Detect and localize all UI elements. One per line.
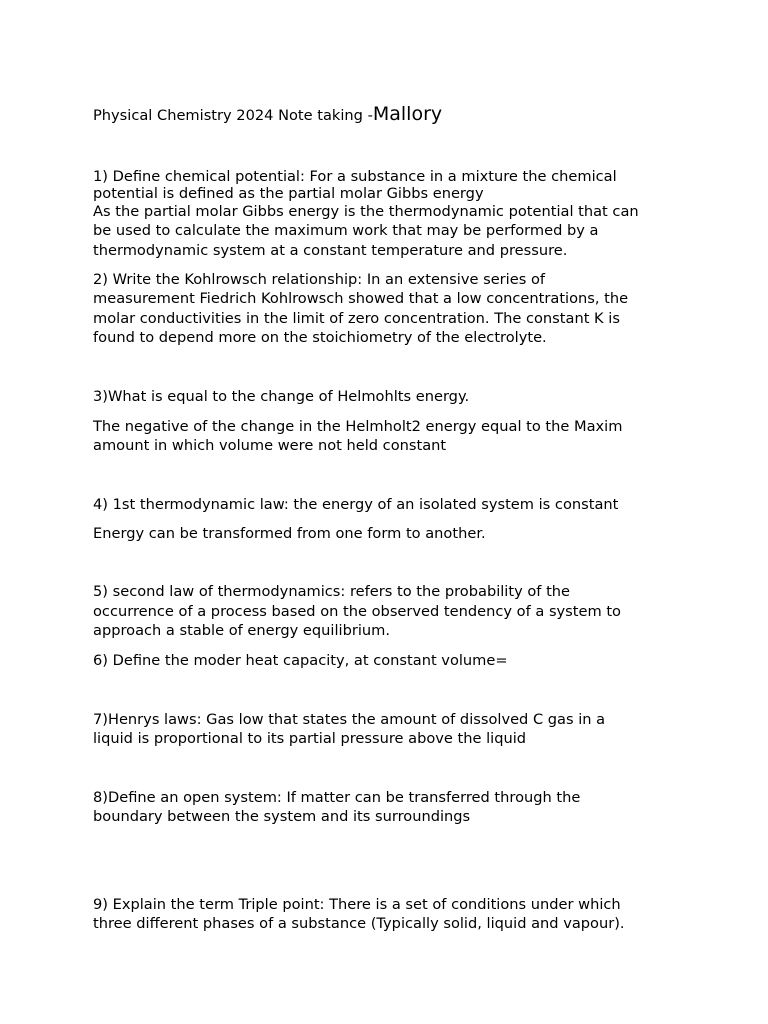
text-line: measurement Fiedrich Kohlrowsch showed that a low concentrations, the <box>93 290 629 307</box>
text-line: 9) Explain the term Triple point: There is a set of conditions under which <box>93 896 621 913</box>
document-title <box>93 105 442 125</box>
title-author-name: Mallory <box>372 103 443 125</box>
text-line: 8)Define an open system: If matter can be transferred through the <box>93 789 581 806</box>
text-line: 4) 1st thermodynamic law: the energy of an isolated system is constant <box>93 496 619 513</box>
text-line: molar conductivities in the limit of zero concentration. The constant K is <box>93 310 620 327</box>
text-line: boundary between the system and its surroundings <box>93 808 471 825</box>
text-line: 1) Define chemical potential: For a substance in a mixture the chemical <box>93 168 617 185</box>
text-line: 3)What is equal to the change of Helmohlts energy. <box>93 388 470 405</box>
text-line: As the partial molar Gibbs energy is the thermodynamic potential that can <box>93 203 639 220</box>
text-line: occurrence of a process based on the observed tendency of a system to <box>93 603 621 620</box>
text-line: three different phases of a substance (Typically solid, liquid and vapour). <box>93 915 625 932</box>
text-line: The negative of the change in the Helmholt2 energy equal to the Maxim <box>93 418 623 435</box>
text-line: approach a stable of energy equilibrium. <box>93 622 390 639</box>
text-line: Energy can be transformed from one form to another. <box>93 525 486 542</box>
text-line: be used to calculate the maximum work that may be performed by a <box>93 222 599 239</box>
text-line: 2) Write the Kohlrowsch relationship: In an extensive series of <box>93 271 546 288</box>
title-prefix: Physical Chemistry 2024 Note taking - <box>93 107 373 124</box>
text-line: found to depend more on the stoichiometry of the electrolyte. <box>93 329 547 346</box>
text-line: 7)Henrys laws: Gas low that states the amount of dissolved C gas in a <box>93 711 606 728</box>
text-line: amount in which volume were not held constant <box>93 437 447 454</box>
text-line: 5) second law of thermodynamics: refers to the probability of the <box>93 583 571 600</box>
text-line: liquid is proportional to its partial pressure above the liquid <box>93 730 527 747</box>
text-line: potential is defined as the partial molar Gibbs energy <box>93 185 484 202</box>
text-line: thermodynamic system at a constant temperature and pressure. <box>93 242 568 259</box>
text-line: 6) Define the moder heat capacity, at constant volume= <box>93 652 508 669</box>
